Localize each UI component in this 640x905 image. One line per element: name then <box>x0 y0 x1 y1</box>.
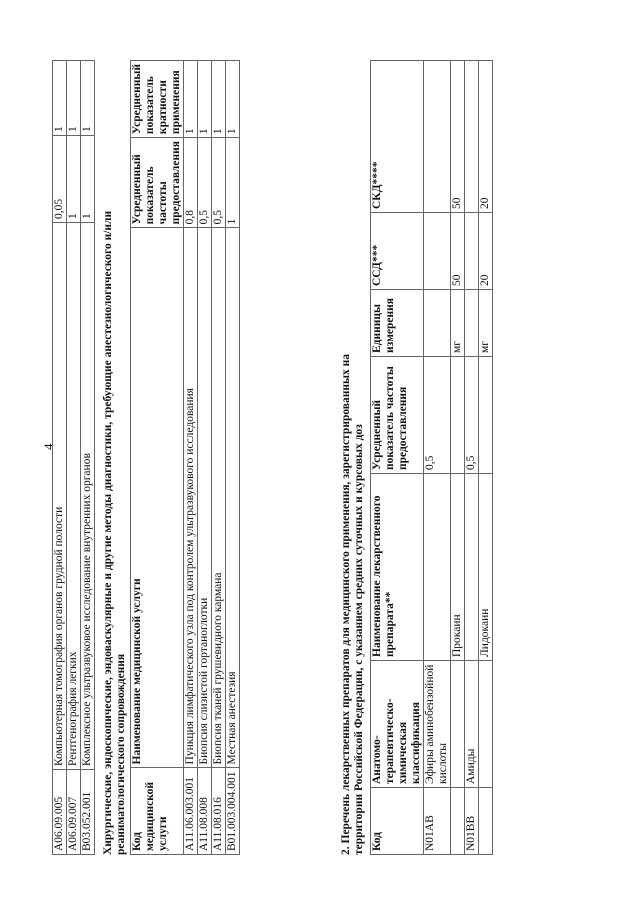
table-row <box>53 61 67 855</box>
drug-atc: Эфиры аминобензойной кислоты <box>424 661 451 788</box>
service-mult: 1 <box>81 61 95 136</box>
service-name: Рентгенография легких <box>67 223 81 770</box>
service-code: A11.08.016 <box>212 768 226 855</box>
service-name: Местная анестезия <box>226 228 240 768</box>
header-name: Наименование медицинской услуги <box>131 228 184 768</box>
service-code: B03.052.001 <box>81 770 95 855</box>
service-name: Пункция лимфатического узла под контролем ультразвукового исследования <box>184 228 198 768</box>
header-drug-name: Наименование лекарственного препарата** <box>371 474 424 661</box>
drug-ssd <box>465 213 479 290</box>
page-number: 4 <box>41 443 56 450</box>
drug-ssd: 50 <box>451 213 465 290</box>
drug-skd <box>465 61 479 213</box>
header-atc: Анатомо-терапевтическо-химическая классификация <box>371 661 424 788</box>
header-freq: Усредненный показатель частоты предоставления <box>131 138 184 228</box>
table-header-row <box>371 61 424 855</box>
drug-code <box>479 788 493 855</box>
service-code: A06.09.007 <box>67 770 81 855</box>
top-services-table <box>52 60 95 855</box>
header-mult: Усредненный показатель кратности применения <box>131 61 184 138</box>
service-mult: 1 <box>212 61 226 138</box>
service-mult: 1 <box>67 61 81 136</box>
table-row <box>465 61 479 855</box>
service-code: A11.06.003.001 <box>184 768 198 855</box>
drug-skd: 50 <box>451 61 465 213</box>
drug-code: N01AB <box>424 788 451 855</box>
table-row <box>212 61 226 855</box>
section-surgical-title: Хирургические, эндоскопические, эндоваскулярные и другие методы диагностики, требующие анестезиологического и/или реаниматологического сопровождения <box>102 210 127 855</box>
drug-atc: Амиды <box>465 661 479 788</box>
service-freq: 1 <box>226 138 240 228</box>
drug-freq: 0,5 <box>424 357 451 474</box>
service-mult: 1 <box>226 61 240 138</box>
service-name: Компьютерная томография органов грудной полости <box>53 223 67 770</box>
table-row <box>424 61 451 855</box>
service-name: Комплексное ультразвуковое исследование внутренних органов <box>81 223 95 770</box>
service-name: Биопсия слизистой гортаноглотки <box>198 228 212 768</box>
drug-name <box>424 474 451 661</box>
drug-atc <box>479 661 493 788</box>
service-mult: 1 <box>198 61 212 138</box>
service-freq: 0,5 <box>212 138 226 228</box>
service-code: A11.08.008 <box>198 768 212 855</box>
service-mult: 1 <box>53 61 67 136</box>
drug-code <box>451 788 465 855</box>
drug-skd: 20 <box>479 61 493 213</box>
header-code: Код <box>371 788 424 855</box>
service-freq: 0,05 <box>53 136 67 223</box>
drug-freq <box>479 357 493 474</box>
header-ssd: ССД*** <box>371 213 424 290</box>
drug-skd <box>424 61 451 213</box>
drug-name <box>465 474 479 661</box>
service-freq: 0,8 <box>184 138 198 228</box>
drug-unit: мг <box>451 290 465 357</box>
drugs-table <box>370 60 493 855</box>
service-name: Биопсия тканей грушевидного кармана <box>212 228 226 768</box>
service-freq: 1 <box>81 136 95 223</box>
drug-ssd <box>424 213 451 290</box>
table-row <box>81 61 95 855</box>
header-freq: Усредненный показатель частоты предоставления <box>371 357 424 474</box>
drug-freq <box>451 357 465 474</box>
table-row <box>479 61 493 855</box>
service-freq: 0,5 <box>198 138 212 228</box>
service-mult: 1 <box>184 61 198 138</box>
header-skd: СКД**** <box>371 61 424 213</box>
table-header-row <box>131 61 184 855</box>
service-freq: 1 <box>67 136 81 223</box>
service-code: A06.09.005 <box>53 770 67 855</box>
table-row <box>451 61 465 855</box>
drug-code: N01BB <box>465 788 479 855</box>
service-code: B01.003.004.001 <box>226 768 240 855</box>
header-unit: Единицы измерения <box>371 290 424 357</box>
table-row <box>198 61 212 855</box>
table-row <box>226 61 240 855</box>
drug-unit <box>465 290 479 357</box>
table-row <box>67 61 81 855</box>
surgical-services-table <box>130 60 240 855</box>
drug-freq: 0,5 <box>465 357 479 474</box>
header-code: Код медицинской услуги <box>131 768 184 855</box>
drug-unit: мг <box>479 290 493 357</box>
drug-atc <box>451 661 465 788</box>
drug-name: Прокаин <box>451 474 465 661</box>
drug-unit <box>424 290 451 357</box>
drug-name: Лидокаин <box>479 474 493 661</box>
table-row <box>184 61 198 855</box>
section-drugs-title: 2. Перечень лекарственных препаратов для медицинского применения, зарегистрированных на территории Российской Федерации, с указанием средних суточных и курсовых доз <box>340 354 365 855</box>
drug-ssd: 20 <box>479 213 493 290</box>
